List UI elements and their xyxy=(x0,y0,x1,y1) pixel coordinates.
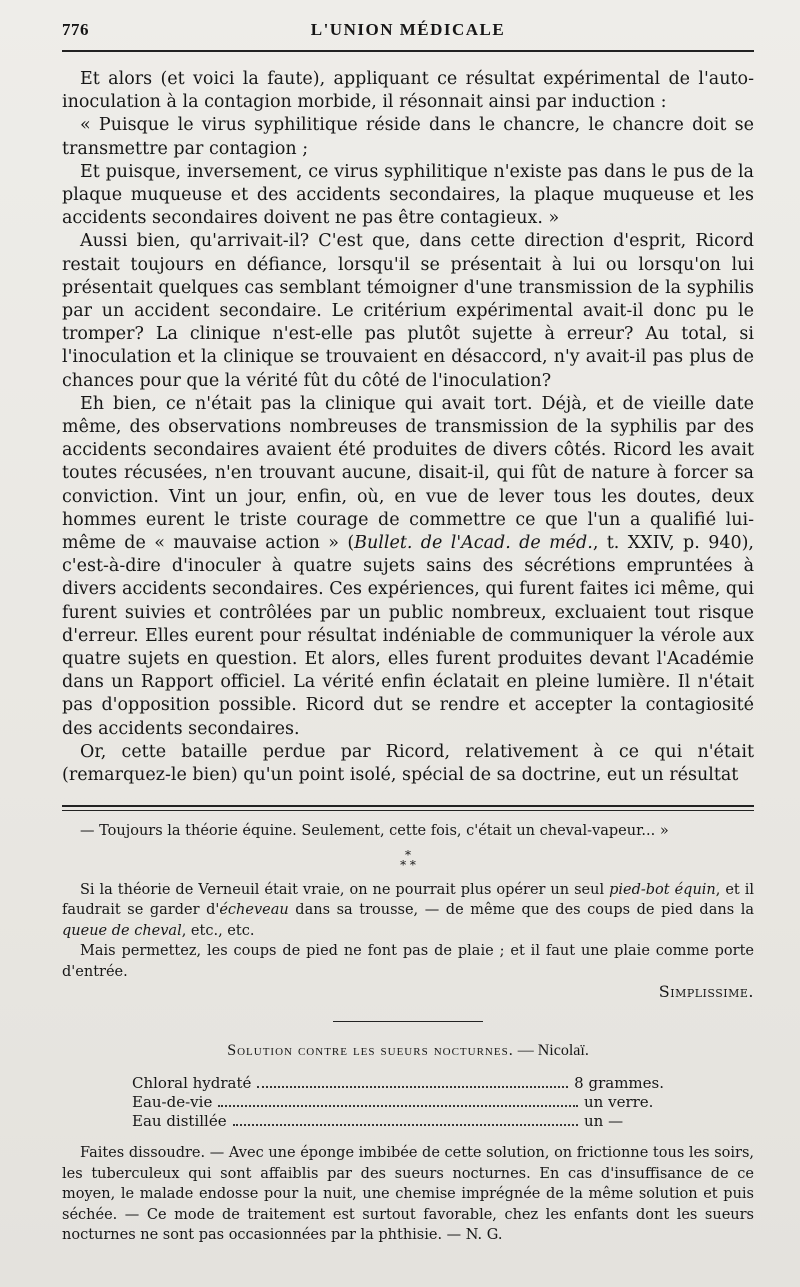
anecdote-text-a: Si la théorie de Verneuil était vraie, on ne pourrait plus opérer un seul xyxy=(80,881,610,898)
asterism-top: * xyxy=(405,847,411,862)
paragraph-2: « Puisque le virus syphilitique réside dans le chancre, le chancre doit se transmettre par contagion ; xyxy=(62,115,754,159)
section-divider xyxy=(62,805,754,811)
solution-title-text: Solution contre les sueurs nocturnes. xyxy=(227,1042,514,1060)
solution-title xyxy=(62,1042,754,1060)
paragraph-5-part-b: , t. XXIV, p. 940), c'est-à-dire d'inoculer à quatre sujets sains des sécrétions empruntées à divers accidents secondaires. Ces expériences, qui furent faites ici même, qui furent suivies et contrôlées par un public nombreux, excluaient tout risque d'erreur. Elles eurent pour résultat indéniable de communiquer la vérole aux quatre sujets en question. Et alors, elles furent produites devant l'Académie dans un Rapport officiel. La vérité enfin éclatait en pleine lumière. Il n'était pas d'opposition possible. Ricord dut se rendre et accepter la contagiosité des accidents secondaires. xyxy=(62,533,754,739)
anecdote-section xyxy=(62,821,754,1001)
recipe-row xyxy=(132,1093,664,1112)
anecdote-closing: Mais permettez, les coups de pied ne font pas de plaie ; et il faut une plaie comme porte d'entrée. xyxy=(62,943,754,980)
leader-dots xyxy=(218,1105,578,1107)
recipe-list xyxy=(132,1074,664,1131)
journal-title: L'UNION MÉDICALE xyxy=(310,20,506,39)
queue-de-cheval-term: queue de cheval xyxy=(62,922,182,939)
solution-author: — Nicolaï. xyxy=(517,1042,589,1060)
solution-instructions xyxy=(62,1143,754,1246)
anecdote-quote: — Toujours la théorie équine. Seulement, cette fois, c'était un cheval-vapeur... » xyxy=(80,823,669,840)
recipe-row xyxy=(132,1074,664,1093)
paragraph-5 xyxy=(62,393,754,741)
ingredient-name: Eau-de-vie xyxy=(132,1093,213,1112)
paragraph-4: Aussi bien, qu'arrivait-il? C'est que, dans cette direction d'esprit, Ricord restait toujours en défiance, lorsqu'il se présentait à lui ou lorsqu'on lui présentait quelques cas semblant témoigner d'une transmission de la syphilis par un accident secondaire. Le critérium expérimental avait-il donc pu le tromper? La clinique n'est-elle pas plutôt sujette à erreur? Au total, si l'inoculation et la clinique se trouvaient en désaccord, n'y avait-il pas plus de chances pour que la vérité fût du côté de l'inoculation? xyxy=(62,231,754,391)
paragraph-1: Et alors (et voici la faute), appliquant ce résultat expérimental de l'auto-inoculation à la contagion morbide, il résonnait ainsi par induction : xyxy=(62,69,754,113)
paragraph-6: Or, cette bataille perdue par Ricord, relativement à ce qui n'était (remarquez-le bien) qu'un point isolé, spécial de sa doctrine, eut un résultat xyxy=(62,741,754,786)
anecdote-text-c: dans sa trousse, — de même que des coups de pied dans la xyxy=(288,902,754,919)
main-article xyxy=(62,68,754,787)
asterism-bottom: * * xyxy=(400,857,416,872)
short-divider xyxy=(333,1021,483,1022)
paragraph-5-part-a: Eh bien, ce n'était pas la clinique qui avait tort. Déjà, et de vieille date même, des observations nombreuses de transmission de la syphilis par des accidents secondaires avaient été produites de divers côtés. Ricord les avait toutes récusées, n'en trouvant aucune, disait-il, qui fût de nature à forcer sa conviction. Vint un jour, enfin, où, en vue de lever tous les doutes, deux hommes eurent le triste courage de commettre ce que l'un a qualifié lui-même de « mauvaise action » ( xyxy=(62,393,754,554)
anecdote-paragraph xyxy=(62,880,754,942)
leader-dots xyxy=(233,1124,578,1126)
recipe-row xyxy=(132,1112,664,1131)
ingredient-quantity: un verre. xyxy=(584,1093,654,1112)
asterism xyxy=(62,847,754,872)
bulletin-reference: Bullet. de l'Acad. de méd. xyxy=(354,533,593,554)
ingredient-name: Eau distillée xyxy=(132,1112,227,1131)
instructions-paragraph: Faites dissoudre. — Avec une éponge imbibée de cette solution, on frictionne tous les soirs, les tuberculeux qui sont affaiblis par des sueurs nocturnes. En cas d'insuffisance de ce moyen, le malade endosse pour la nuit, une chemise imprégnée de la même solution et puis séchée. — Ce mode de traitement est surtout favorable, chez les enfants dont les sueurs nocturnes ne sont pas occasionnées par la phthisie. — N. G. xyxy=(62,1145,754,1244)
anecdote-text-d: , etc., etc. xyxy=(181,922,255,939)
pied-bot-term: pied-bot équin xyxy=(609,881,716,898)
page-number: 776 xyxy=(62,20,89,39)
ingredient-quantity: un — xyxy=(584,1112,624,1131)
ingredient-name: Chloral hydraté xyxy=(132,1074,252,1093)
ingredient-quantity: 8 grammes. xyxy=(574,1074,664,1093)
leader-dots xyxy=(257,1086,568,1088)
anecdote-text-b: , et il faudrait se garder d' xyxy=(62,881,755,919)
echeveau-term: écheveau xyxy=(219,902,289,919)
page-header xyxy=(62,14,754,44)
paragraph-3: Et puisque, inversement, ce virus syphilitique n'existe pas dans le pus de la plaque muqueuse et des accidents secondaires, la plaque muqueuse et les accidents secondaires doivent ne pas être contagieux. » xyxy=(62,161,754,229)
signature: Simplissime. xyxy=(658,982,754,1002)
header-rule xyxy=(62,50,754,52)
